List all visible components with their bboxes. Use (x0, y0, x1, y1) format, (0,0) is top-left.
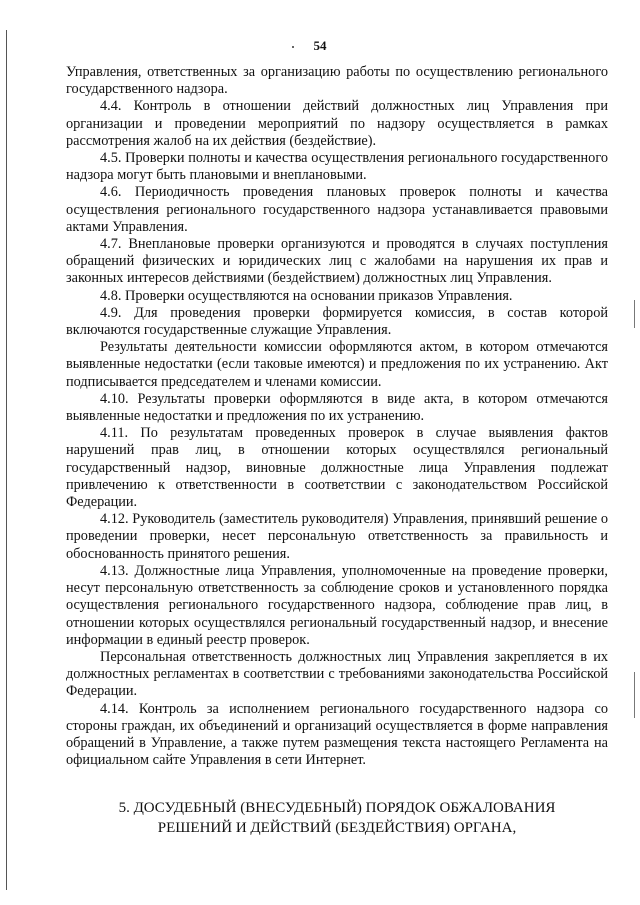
section-heading-line: 5. ДОСУДЕБНЫЙ (ВНЕСУДЕБНЫЙ) ПОРЯДОК ОБЖАЛОВАНИЯ (118, 800, 556, 816)
scan-edge-line (6, 30, 7, 890)
paragraph: 4.4. Контроль в отношении действий должностных лиц Управления при организации и проведении мероприятий по надзору осуществляется в рамках рассмотрения жалоб на их действия (бездействие). (66, 98, 608, 149)
paragraph: Персональная ответственность должностных лиц Управления закрепляется в их должностных регламентах в соответствии с требованиями законодательства Российской Федерации. (66, 648, 608, 700)
paragraph: 4.14. Контроль за исполнением регионального государственного надзора со стороны граждан, их объединений и организаций осуществляется в форме направления обращений в Управление, а также путем размещения текста настоящего Регламента на официальном сайте Управления в сети Интернет. (66, 700, 608, 769)
scan-margin-mark (634, 672, 635, 718)
body-text (66, 64, 608, 769)
page-number: 54 (313, 38, 327, 53)
paragraph: 4.10. Результаты проверки оформляются в виде акта, в котором отмечаются выявленные недостатки и предложения по их устранению. (66, 390, 608, 425)
paragraph: 4.13. Должностные лица Управления, уполномоченные на проведение проверки, несут персональную ответственность за соблюдение сроков и установленного порядка осуществления регионального государственного надзора, соблюдение прав лиц, в отношении которых осуществлялся региональный государственный надзор, и внесение информации в единый реестр проверок. (66, 562, 608, 648)
section-heading (66, 798, 608, 838)
paragraph: Управления, ответственных за организацию работы по осуществлению регионального государственного надзора. (66, 64, 608, 98)
paragraph: 4.12. Руководитель (заместитель руководителя) Управления, принявший решение о проведении проверки, несет персональную ответственность за правильность и обоснованность принятого решения. (66, 511, 608, 562)
paragraph: 4.9. Для проведения проверки формируется комиссия, в состав которой включаются государственные служащие Управления. (66, 304, 608, 339)
paragraph: 4.6. Периодичность проведения плановых проверок полноты и качества осуществления регионального государственного надзора устанавливается правовыми актами Управления. (66, 184, 608, 235)
paragraph: 4.5. Проверки полноты и качества осуществления регионального государственного надзора могут быть плановыми и внеплановыми. (66, 150, 608, 184)
scan-margin-mark (634, 300, 635, 328)
paragraph: Результаты деятельности комиссии оформляются актом, в котором отмечаются выявленные недостатки (если таковые имеются) и предложения по их устранению. Акт подписывается председателем и членами комиссии. (66, 339, 608, 390)
paragraph: 4.7. Внеплановые проверки организуются и проводятся в случаях поступления обращений физических и юридических лиц с жалобами на нарушения их прав и законных интересов действиями (бездействием) должностных лиц Управления. (66, 236, 608, 287)
paragraph: 4.11. По результатам проведенных проверок в случае выявления фактов нарушений прав лиц, в отношении которых осуществлялся региональный государственный надзор, виновные должностные лица Управления подлежат привлечению к ответственности в соответствии с законодательством Российской Федерации. (66, 425, 608, 511)
paragraph: 4.8. Проверки осуществляются на основании приказов Управления. (100, 287, 513, 304)
section-heading-line: РЕШЕНИЙ И ДЕЙСТВИЙ (БЕЗДЕЙСТВИЯ) ОРГАНА, (157, 820, 517, 836)
